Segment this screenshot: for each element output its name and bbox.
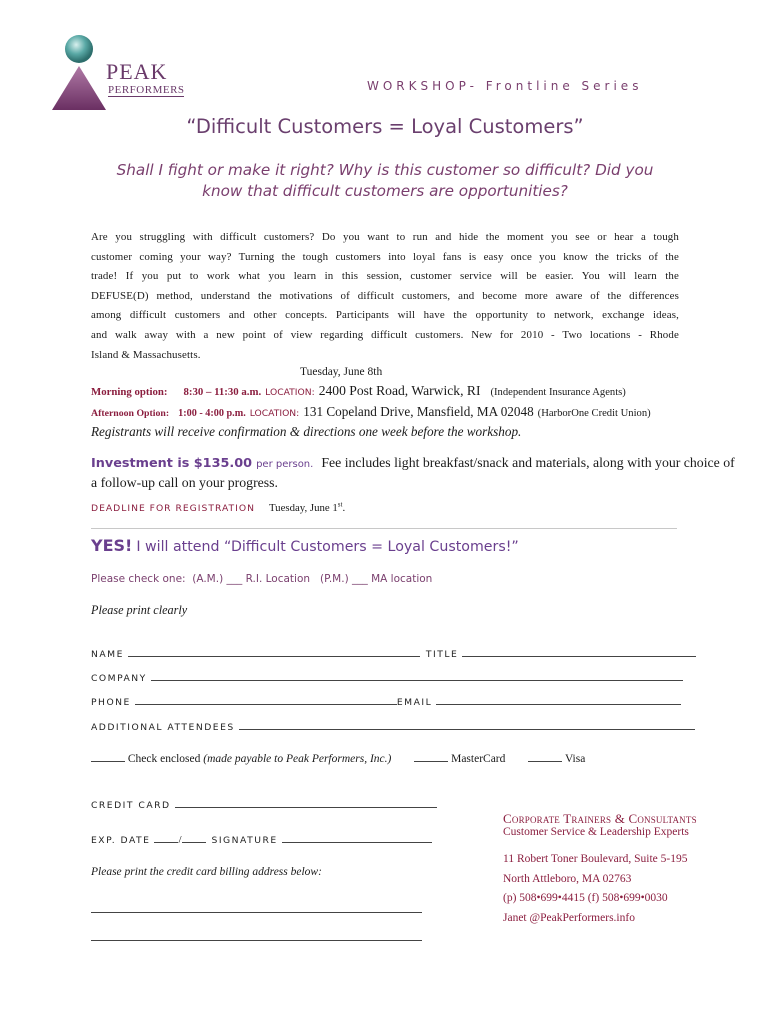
visa-label: Visa [564,753,586,765]
signature-field[interactable] [282,833,432,843]
email-field[interactable] [436,695,681,705]
check-enclosed-checkbox[interactable] [91,752,125,762]
morning-host: (Independent Insurance Agents) [490,387,626,398]
subheadline [40,160,730,202]
company-row [91,668,683,686]
payment-row [91,752,585,765]
yes-label: YES! [91,536,133,555]
credit-card-label: CREDIT CARD [91,800,171,811]
morning-location-label: LOCATION: [265,387,315,398]
attendees-field[interactable] [239,720,695,730]
phone-email-row [91,692,681,710]
subhead-line-1: Shall I fight or make it right? Why is this customer so difficult? Did you [116,161,654,179]
logo-subtitle: PERFORMERS [108,84,185,96]
exp-date-label: EXP. DATE [91,835,151,846]
morning-address: 2400 Post Road, Warwick, RI [318,383,481,398]
intro-line: DEFUSE(D) method, understand the motivations of difficult customers, and become more aware of the differences [91,289,679,302]
credit-card-field[interactable] [175,798,437,808]
investment-fee-text-cont: a follow-up call on your progress. [91,475,278,490]
contact-street: 11 Robert Toner Boulevard, Suite 5-195 [503,853,688,865]
morning-label: Morning option: [91,386,168,398]
investment-per-person: per person. [256,459,314,470]
intro-line: customer coming your way? Turning the tough customers into loyal fans is easy once you know the tricks of the [91,250,679,263]
payable-note: (made payable to Peak Performers, Inc.) [203,753,392,765]
section-divider [91,528,677,529]
contact-email[interactable]: Janet @PeakPerformers.info [503,912,635,924]
name-field[interactable] [128,647,420,657]
exp-month-field[interactable] [154,833,178,843]
attend-statement: I will attend “Difficult Customers = Loyal Customers!” [136,539,519,555]
billing-address-note: Please print the credit card billing address below: [91,866,322,878]
intro-line: and walk away with a new point of view regarding difficult customers. New for 2010 - Two locations - Rhode [91,328,679,341]
page-title: “Difficult Customers = Loyal Customers” [186,115,584,138]
mastercard-label: MasterCard [451,753,506,765]
company-label: COMPANY [91,673,147,684]
afternoon-label: Afternoon Option: [91,408,170,419]
investment-fee-text: Fee includes light breakfast/snack and materials, along with your choice of [321,455,735,470]
attendees-label: ADDITIONAL ATTENDEES [91,722,235,733]
afternoon-host: (HarborOne Credit Union) [537,408,651,419]
morning-option [91,382,626,400]
phone-field[interactable] [135,695,397,705]
exp-year-field[interactable] [182,833,206,843]
deadline-date: Tuesday, June 1st. [268,500,346,514]
logo-name: PEAK [106,59,168,84]
visa-checkbox[interactable] [528,752,562,762]
afternoon-time: 1:00 - 4:00 p.m. [178,408,246,419]
exp-signature-row [91,830,432,848]
intro-paragraph [91,228,679,365]
intro-line: among difficult customers and other concepts. Participants will have the opportunity to network, exchange ideas, [91,309,679,322]
signature-label: SIGNATURE [211,835,278,846]
check-enclosed-label: Check enclosed [127,753,201,765]
subhead-line-2: know that difficult customers are opportunities? [202,182,568,200]
afternoon-address: 131 Copeland Drive, Mansfield, MA 02048 [303,404,534,419]
company-field[interactable] [151,671,683,681]
investment-line [91,454,735,472]
exp-separator: / [178,834,182,846]
billing-address-line-1[interactable] [91,912,422,913]
location-choice[interactable]: Please check one: (A.M.) ___ R.I. Location (P.M.) ___ MA location [91,573,433,585]
intro-line: trade! If you put to work what you learn in this session, customer service will be easier. You will learn the [91,270,679,283]
afternoon-option [91,403,651,421]
email-label: EMAIL [396,697,433,708]
series-title: WORKSHOP- Frontline Series [367,79,643,93]
confirmation-note: Registrants will receive confirmation & directions one week before the workshop. [91,424,522,439]
name-title-row [91,644,696,662]
contact-phone: (p) 508•699•4415 (f) 508•699•0030 [503,892,668,904]
morning-time: 8:30 – 11:30 a.m. [183,386,262,398]
logo-underline [108,96,184,97]
intro-line: Are you struggling with difficult customers? Do you want to run and hide the moment you see or hear a tough [91,231,679,243]
afternoon-location-label: LOCATION: [249,408,300,419]
name-label: NAME [91,649,124,660]
workshop-date: Tuesday, June 8th [300,366,383,378]
investment-label: Investment is $135.00 [91,456,253,471]
print-clearly-note: Please print clearly [91,603,188,617]
phone-label: PHONE [91,697,131,708]
title-label: TITLE [425,649,459,660]
deadline-label: DEADLINE FOR REGISTRATION [91,503,255,514]
contact-city: North Attleboro, MA 02763 [503,873,632,885]
form-heading [91,536,519,556]
billing-address-line-2[interactable] [91,940,422,941]
contact-company-title: Corporate Trainers & Consultants [503,811,697,826]
mastercard-checkbox[interactable] [414,752,448,762]
registration-deadline [91,498,345,516]
title-field[interactable] [462,647,696,657]
credit-card-row [91,795,437,813]
attendees-row [91,717,695,735]
intro-line: Island & Massachusetts. [91,348,201,361]
contact-tagline: Customer Service & Leadership Experts [503,826,689,838]
